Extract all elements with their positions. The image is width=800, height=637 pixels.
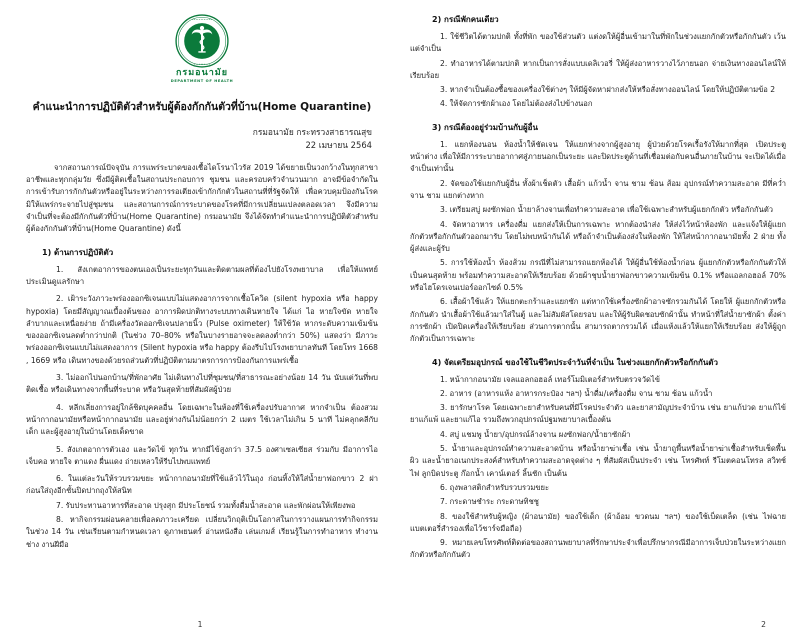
intro-paragraph: จากสถานการณ์ปัจจุบัน การแพร่ระบาดของเชื้อไดโรนาไวรัส 2019 ได้ขยายเป็นวงกว้างในทุกสาขาอาชีพและทุกกลุ่มวัย ซึ่งมีผู้ติดเชื้อในสถานประกอบการ ชุมชน และครอบครัวจำนวนมาก อาจมีข้อจำกัดในการเข้ารับการกักกันตัวหรืออยู่ในระหว่างการรอเตียงเข้ากักกักตัวในสถานที่ที่รัฐจัดให้ เพื่อควบคุมป้องกันโรค มิให้แพร่กระจายไปสู่ชุมชน และสถานการณ์การระบาดของโรคที่มีการเปลี่ยนแปลงตลอดเวลา จึงมีความจำเป็นที่จะต้องมีกักกันตัวที่บ้าน(Home Quarantine) กรมอนามัย จึงได้จัดทำคำแนะนำการปฏิบัติตัวสำหรับผู้ต้องกักกันตัวที่บ้าน(Home Quarantine) ดังนี้ [26, 162, 378, 234]
section-heading-4: 4) จัดเตรียมอุปกรณ์ ของใช้ในชีวิตประจำวันที่จำเป็น ในช่วงแยกกักตัวหรือกักกันตัว [432, 357, 718, 367]
list-item: 5. สังเกตอาการตัวเอง และวัดไข้ ทุกวัน หากมีไข้สูงกว่า 37.5 องศาเซลเซียส ร่วมกับ มีอาการไอ เจ็บคอ หายใจ ตาแดง ผื่นแดง ถ่ายเหลวให้รีบไปพบแพทย์ [26, 444, 378, 466]
list-item: 9. หมายเลขโทรศัพท์ติดต่อของสถานพยาบาลที่รักษาประจำเพื่อปรึกษากรณีมีอาการเจ็บป่วยในระหว่างแยกกักตัวหรือกักกันตัว [410, 538, 786, 560]
document-date: 22 เมษายน 2564 [305, 140, 372, 151]
list-item: 6. เสื้อผ้าใช้แล้ว ให้แยกตะกร้าและแยกซัก แต่หากใช้เครื่องซักผ้าอาจซักรวมกันได้ โดยให้ ผู้แยกกักตัวหรือกักกันตัว นำเสื้อผ้าใช้แล้วมาใส่ในตู้ และไม่สัมผัสโดยรอบ และให้ผู้รับผิดชอบซักผ้านั้น ทำหน้าที่ใส่น้ำยาซักผ้า ตั้งค่าการซักผ้า เปิดปิดเครื่องให้เรียบร้อย ส่วนการตากนั้น สามารถตากรวมได้ เมื่อแห้งแล้วให้แยกให้เรียบร้อย ส่งให้ผู้ถูกกักตัวเป็นการเฉพาะ [410, 297, 786, 344]
logo-english-name: DEPARTMENT OF HEALTH [170, 78, 234, 83]
page-number: 2 [761, 620, 766, 629]
list-item: 4. หลีกเลี่ยงการอยู่ใกล้ชิดบุคคลอื่น โดยเฉพาะในห้องที่ใช้เครื่องปรับอากาศ หากจำเป็น ต้องสวมหน้ากากอนามัยหรือหน้ากากอนามัย และอยู่ห่างกันไม่น้อยกว่า 2 เมตร ใช้เวลาไม่เกิน 5 นาที ไม่คลุกคลีกับเด็ก และผู้สูงอายุในบ้านโดยเด็ดขาด [26, 402, 378, 437]
list-item: 1. สังเกตอาการของตนเองเป็นระยะทุกวันและติดตามผลที่ต้องไปยังโรงพยาบาล เพื่อให้แพทย์ประเมินดูแลรักษา [26, 264, 378, 286]
list-item: 6. ถุงพลาสติกสำหรับรวบรวมขยะ [440, 482, 550, 492]
page-number: 1 [197, 620, 203, 629]
department-of-health-emblem-icon [175, 14, 229, 68]
section-heading-1: 1) ด้านการปฏิบัติตัว [42, 247, 114, 257]
list-item: 8. ของใช้สำหรับผู้หญิง (ผ้าอนามัย) ของใช้เด็ก (ผ้าอ้อม ขวดนม ฯลฯ) ของใช้เบ็ดเตล็ด (เช่น ไฟฉาย แบตเตอรี่สำรองเพื่อไว้ชาร์จมือถือ) [410, 511, 786, 533]
list-item: 3. หากจำเป็นต้องซื้อของเครื่องใช้ต่างๆ ให้มีผู้จัดหาฝากส่งให้หรือสั่งทางออนไลน์ โดยให้ปฏิบัติตามข้อ 2 [440, 85, 776, 95]
section-heading-3: 3) กรณีต้องอยู่ร่วมบ้านกับผู้อื่น [432, 122, 538, 132]
list-item: 7. รับประทานอาหารที่สะอาด ปรุงสุก มีประโยชน์ รวมทั้งดื่มน้ำสะอาด และพักผ่อนให้เพียงพอ [56, 500, 356, 510]
svg-text:••••••••••: •••••••••• [193, 61, 211, 66]
logo-thai-name: กรมอนามัย [175, 68, 229, 78]
list-item: 2. ทำอาหารได้ตามปกติ หากเป็นการสั่งแบบเดลิเวอรี่ ให้ผู้ส่งอาหารวางไว้ภายนอก จ่ายเงินทางออนไลน์ให้เรียบร้อย [410, 58, 786, 80]
list-item: 7. กระดาษชำระ กระดาษทิชชู [440, 497, 539, 507]
list-item: 2. จัดของใช้แยกกับผู้อื่น ทั้งผ้าเช็ดตัว เสื้อผ้า แก้วน้ำ จาน ชาม ช้อน ส้อม อุปกรณ์ทำความสะอาด มีที่คว่ำจาน ชาม แยกต่างหาก [410, 178, 786, 200]
list-item: 5. น้ำยาและอุปกรณ์ทำความสะอาดบ้าน หรือน้ำยาฆ่าเชื้อ เช่น น้ำยาถูพื้นหรือน้ำยาฆ่าเชื้อสำหรับเช็ดพื้นผิว และน้ำยาอเนกประสงค์สำหรับทำความสะอาดจุดต่าง ๆ ที่สัมผัสเป็นประจำ เช่น โทรศัพท์ รีโมตคอนโทรล สวิทช์ไฟ ลูกบิดประตู ก๊อกน้ำ เคาน์เตอร์ ลิ้นชัก เป็นต้น [410, 444, 786, 478]
list-item: 3. ยารักษาโรค โดยเฉพาะยาสำหรับคนที่มีโรคประจำตัว และยาสามัญประจำบ้าน เช่น ยาแก้ปวด ยาแก้ไข้ ยาแก้แพ้ และยาแก้ไอ รวมถึงพวกอุปกรณ์ปฐมพยาบาลเบื้องต้น [410, 403, 786, 425]
list-item: 3. เตรียมสบู่ ผงซักฟอก น้ำยาล้างจานเพื่อทำความสะอาด เพื่อใช้เฉพาะสำหรับผู้แยกกักตัว หรือกักกันตัว [440, 205, 774, 215]
list-item: 1. แยกห้องนอน ห้องน้ำให้ชัดเจน ให้แยกห่างจากผู้สูงอายุ ผู้ป่วยด้วยโรคเรื้อรังให้มากที่สุด เปิดประตูหน้าต่าง เพื่อให้มีการระบายอากาศสู่ภายนอกเป็นระยะ และปิดประตูด้านที่เชื่อมต่อกับคนอื่นภายในบ้าน จะเปิดได้เมื่อจำเป็นเท่านั้น [410, 139, 786, 174]
list-item: 4. ให้จัดการซักผ้าเอง โดยไม่ต้องส่งไปข้างนอก [440, 99, 593, 109]
document-page-2 [400, 0, 800, 637]
page-title: คำแนะนำการปฏิบัติตัวสำหรับผู้ต้องกักกันตัวที่บ้าน(Home Quarantine) [32, 100, 372, 113]
list-item: 4. จัดหาอาหาร เครื่องดื่ม แยกส่งให้เป็นการเฉพาะ หากต้องนำส่ง ให้ส่งไว้หน้าห้องพัก และแจ้งให้ผู้แยกกักตัวหรือกักกันตัวออกมารับ โดยไม่พบหน้ากันได้ หรือถ้าจำเป็นต้องส่งในห้องพัก ให้ใส่หน้ากากอนามัยทั้ง 2 ฝ่าย ทั้งผู้ส่งและผู้รับ [410, 219, 786, 254]
organization-logo [26, 0, 378, 84]
list-item: 5. การใช้ห้องน้ำ ห้องส้วม กรณีที่ไม่สามารถแยกห้องได้ ให้ผู้อื่นใช้ห้องน้ำก่อน ผู้แยกกักตัวหรือกักกันตัวให้เป็นคนสุดท้าย พร้อมทำความสะอาดให้เรียบร้อย ด้วยผ้าชุบน้ำยาฟอกขาวความเข้มข้น 0.1% หรือแอลกอฮอล์ 70% หรือไฮโดรเจนเปอร์ออกไซด์ 0.5% [410, 258, 786, 293]
list-item: 1. ใช้ชีวิตได้ตามปกติ ทั้งที่พัก ของใช้ส่วนตัว แต่งดให้ผู้อื่นเข้ามาในที่พักในช่วงแยกกักตัวหรือกักกันตัว เว้นแต่จำเป็น [410, 32, 786, 54]
section-heading-2: 2) กรณีพักคนเดียว [432, 15, 499, 24]
list-item: 2. เฝ้าระวังภาวะพร่องออกซิเจนแบบไม่แสดงอาการจากเชื้อโควิด (silent hypoxia หรือ happy hypoxia) โดยมีสัญญาณเบื้องต้นของ อาการผิดปกติทางระบบทางเดินหายใจ ได้แก่ ไอ หายใจขัด หายใจลำบากและเหนื่อยง่าย ถ้ามีเครื่องวัดออกซิเจนปลายนิ้ว (Pulse oximeter) ให้ใช้วัด หากระดับความเข้มข้นของออกซิเจนลดต่ำกว่าปกติ (ในช่วง 70–80% หรือในบางรายอาจจะลดลงต่ำกว่า 50%) แสดงว่า มีภาวะพร่องออกซิเจนแบบไม่แสดงอาการ (Silent hypoxia หรือ happy ต้องรีบไปโรงพยาบาลทันที โดยโทร 1668 , 1669 หรือ เดินทางของด้วยรถส่วนตัวที่ปฏิบัติตามมาตรการการป้องกันการแพร่เชื้อ [26, 294, 378, 365]
list-item: 2. อาหาร (อาหารแห้ง อาหารกระป๋อง ฯลฯ) น้ำดื่ม/เครื่องดื่ม จาน ชาม ช้อน แก้วน้ำ [440, 388, 713, 398]
list-item: 1. หน้ากากอนามัย เจลแอลกอฮอล์ เทอร์โมมิเตอร์สำหรับตรวจวัดไข้ [440, 374, 660, 384]
document-byline: กรมอนามัย กระทรวงสาธารณสุข [252, 127, 372, 138]
list-item: 4. สบู่ แชมพู น้ำยา/อุปกรณ์ล้างจาน ผงซักฟอก/น้ำยาซักผ้า [440, 429, 631, 439]
svg-text:••••••••••••: •••••••••••• [192, 17, 212, 22]
list-item: 6. ในแต่ละวันให้รวบรวมขยะ หน้ากากอนามัยที่ใช้แล้วไว้ในถุง ก่อนทิ้งให้ใส่น้ำยาฟอกขาว 2 ฝา ก่อนใส่ถุงอีกชั้นปิดปากถุงให้สนิท [26, 474, 378, 496]
list-item: 3. ไม่ออกไปนอกบ้าน/ที่พักอาศัย ไม่เดินทางไปที่ชุมชน/ที่สาธารณะอย่างน้อย 14 วัน นับแต่วันที่พบติดเชื้อ หรือเดินทางจากพื้นที่ระบาด หรือวันสุดท้ายที่สัมผัสผู้ป่วย [26, 373, 378, 395]
list-item: 8. หากิจกรรมผ่อนคลายเพื่อลดภาวะเครียด เปลี่ยนวิกฤติเป็นโอกาสในการวางแผนการทำกิจกรรมในช่วง 14 วัน เช่นเรียนตามกำหนดเวลา ดูภาพยนตร์ อ่านหนังสือ เล่นเกมส์ เรียนรู้ในการทำอาหาร ทำงานช่าง งานฝีมือ [26, 515, 378, 549]
